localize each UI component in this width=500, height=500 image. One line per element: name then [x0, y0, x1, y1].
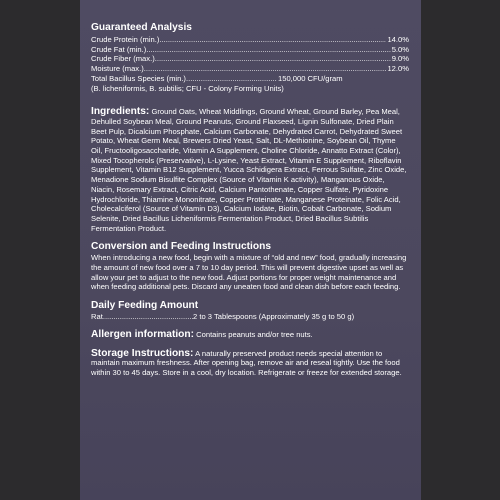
guaranteed-analysis-title: Guaranteed Analysis — [91, 22, 192, 33]
analysis-label: Crude Fat (min.) ..... — [91, 45, 391, 55]
conversion-text: When introducing a new food, begin with a mixture of “old and new” food, gradually increasing the amount of new food over a 7 to 10 day period. This will prevent digestive upset as well as allow your pet to adjust to the new food. Adjust portions for proper weight maintenance and when feeding additional pets. Discard any uneaten food and clean dish before each feeding. — [91, 253, 407, 292]
analysis-label: Crude Protein (min.) ..... — [91, 35, 386, 45]
conversion-title: Conversion and Feeding Instructions — [91, 241, 271, 253]
analysis-value: 150,000 CFU/gram — [278, 73, 343, 83]
storage-section — [91, 349, 409, 378]
analysis-value: 9.0% — [391, 54, 409, 64]
conversion-section — [91, 241, 409, 292]
analysis-row-protein — [91, 35, 409, 45]
bacillus-note: (B. licheniformis, B. subtilis; CFU - Colony Forming Units) — [91, 83, 284, 93]
feeding-amount: 2 to 3 Tablespoons (Approximately 35 g to 50 g) — [193, 312, 355, 322]
analysis-row-fat — [91, 45, 409, 55]
storage-text: A naturally preserved product needs special attention to maintain maximum freshness. After opening bag, remove air and reseal tightly. Use the food within 30 to 45 days. Store in a cool, dry location. Refrigerate or freeze for extended storage. — [91, 348, 402, 377]
analysis-row-moisture — [91, 64, 409, 74]
ingredients-section — [91, 107, 409, 233]
allergen-text: Contains peanuts and/or tree nuts. — [196, 329, 313, 339]
feeding-row-rat — [91, 312, 409, 322]
analysis-value: 12.0% — [387, 64, 409, 74]
ingredients-text: Ground Oats, Wheat Middlings, Ground Wheat, Ground Barley, Pea Meal, Dehulled Soybean Meal, Ground Peanuts, Ground Flaxseed, Lignin Sulfonate, Dried Plain Beet Pulp, Dicalcium Phosphate, Calcium Carbonate, Dehydrated Carrot, Dehydrated Sweet Potato, Wheat Germ Meal, Brewers Dried Yeast, Salt, DL-Methionine, Soybean Oil, Thyme Oil, Fructooligosaccharide, Vitamin A Supplement, Choline Chloride, Annatto Extract (Color), Mixed Tocopherols (Preservative), L-Lysine, Yeast Extract, Vitamin E Supplement, Riboflavin Supplement, Vitamin B12 Supplement, Yucca Schidigera Extract, Ferrous Sulfate, Zinc Oxide, Menadione Sodium Bisulfite Complex (Source of Vitamin K activity), Manganous Oxide, Niacin, Rosemary Extract, Citric Acid, Calcium Pantothenate, Copper Sulfate, Pyridoxine Hydrochloride, Thiamine Mononitrate, Copper Proteinate, Manganese Proteinate, Folic Acid, Cholecalciferol (Source of Vitamin D3), Calcium Iodate, Biotin, Cobalt Carbonate, Sodium Selenite, Dried Bacillus Licheniformis Fermentation Product, Dried Bacillus Subtilis Fermentation Product. — [91, 107, 407, 233]
ingredients-title: Ingredients: — [91, 106, 150, 118]
feeding-animal: Rat ..... — [91, 312, 193, 322]
storage-title: Storage Instructions: — [91, 347, 194, 359]
analysis-row-fiber — [91, 54, 409, 64]
daily-feeding-title: Daily Feeding Amount — [91, 300, 199, 312]
daily-feeding-section — [91, 300, 409, 322]
nutrition-label-panel — [80, 0, 421, 500]
allergen-section — [91, 330, 409, 340]
analysis-label: Total Bacillus Species (min.) ..... — [91, 74, 277, 84]
allergen-title: Allergen information: — [91, 328, 195, 340]
analysis-value: 5.0% — [391, 44, 409, 54]
analysis-label: Moisture (max.) ..... — [91, 64, 386, 74]
analysis-row-bacillus — [91, 74, 409, 84]
guaranteed-analysis-section — [91, 22, 409, 93]
analysis-label: Crude Fiber (max.) ..... — [91, 54, 391, 64]
analysis-value: 14.0% — [387, 35, 409, 44]
